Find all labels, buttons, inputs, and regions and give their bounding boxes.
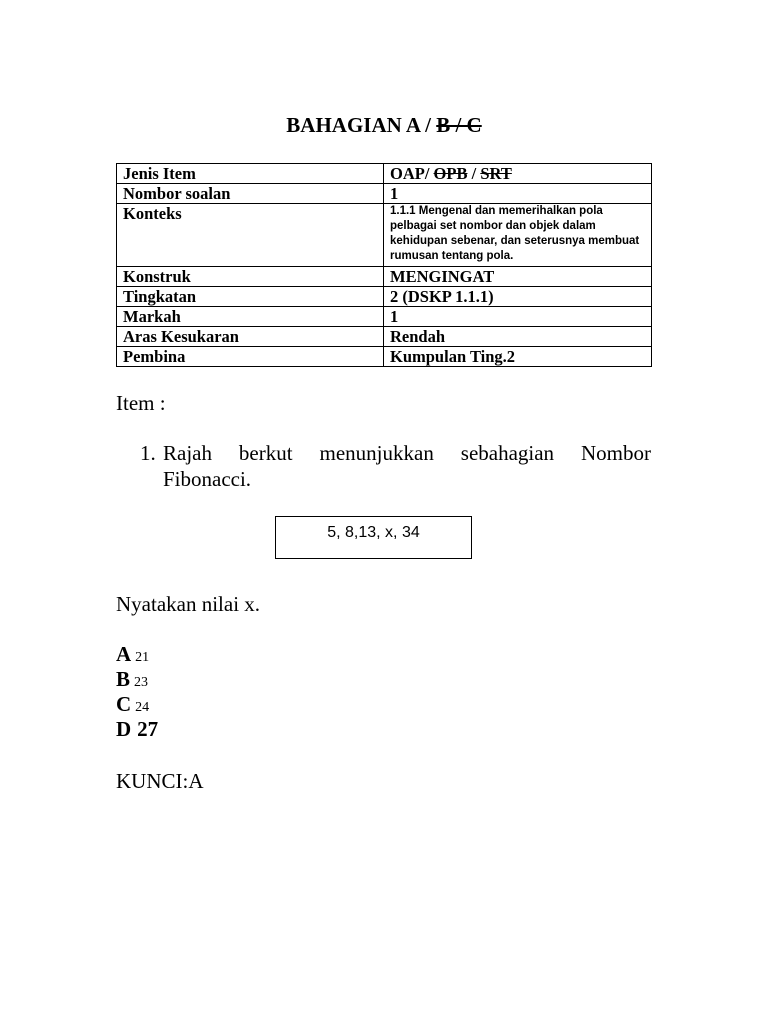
option-value: 27 [137,717,159,741]
question-text: Rajah berkut menunjukkan sebahagian Nombor Fibonacci. [163,441,651,491]
option-letter: B [116,667,131,691]
row-value-konteks: 1.1.1 Mengenal dan memerihalkan pola pelbagai set nombor dan objek dalam kehidupan sebenar, dan seterusnya membuat rumusan tentang pola. [384,204,652,267]
option-value: 21 [135,650,150,665]
row-value-tingkatan: 2 (DSKP 1.1.1) [384,287,652,307]
table-row [117,204,652,267]
item-info-table [116,163,652,367]
option-letter: A [116,642,132,666]
fibonacci-sequence-box: 5, 8,13, x, 34 [275,516,472,559]
option-b [116,667,158,692]
table-row [117,347,652,367]
jenis-item-plain: OAP/ [390,164,434,183]
row-value-jenis-item [384,164,652,184]
title-prefix: BAHAGIAN A / [286,113,437,137]
row-value-konstruk: MENGINGAT [384,267,652,287]
option-letter: C [116,692,132,716]
jenis-item-separator: / [467,164,481,183]
table-row [117,327,652,347]
title-struck-options: B / C [436,113,482,137]
row-label-jenis-item: Jenis Item [117,164,384,184]
table-row [117,307,652,327]
row-label-konstruk: Konstruk [117,267,384,287]
jenis-item-struck-srt: SRT [480,164,512,183]
jenis-item-struck-opb: OPB [433,164,468,183]
question-number: 1. [140,441,156,465]
answer-key: KUNCI:A [116,769,204,793]
table-row [117,184,652,204]
row-value-pembina: Kumpulan Ting.2 [384,347,652,367]
row-value-markah: 1 [384,307,652,327]
row-label-pembina: Pembina [117,347,384,367]
option-value: 24 [135,700,150,715]
option-a [116,642,158,667]
row-label-markah: Markah [117,307,384,327]
table-row [117,287,652,307]
option-value: 23 [134,675,149,690]
question-1 [140,440,651,492]
table-row [117,267,652,287]
row-label-nombor-soalan: Nombor soalan [117,184,384,204]
row-value-aras-kesukaran: Rendah [384,327,652,347]
table-row [117,164,652,184]
answer-options [116,642,158,742]
page-title [0,112,768,138]
row-value-nombor-soalan: 1 [384,184,652,204]
row-label-tingkatan: Tingkatan [117,287,384,307]
option-d [116,717,158,742]
option-c [116,692,158,717]
row-label-konteks: Konteks [117,204,384,267]
question-instruction: Nyatakan nilai x. [116,592,261,616]
item-heading: Item : [116,391,166,415]
option-letter: D [116,717,132,741]
row-label-aras-kesukaran: Aras Kesukaran [117,327,384,347]
